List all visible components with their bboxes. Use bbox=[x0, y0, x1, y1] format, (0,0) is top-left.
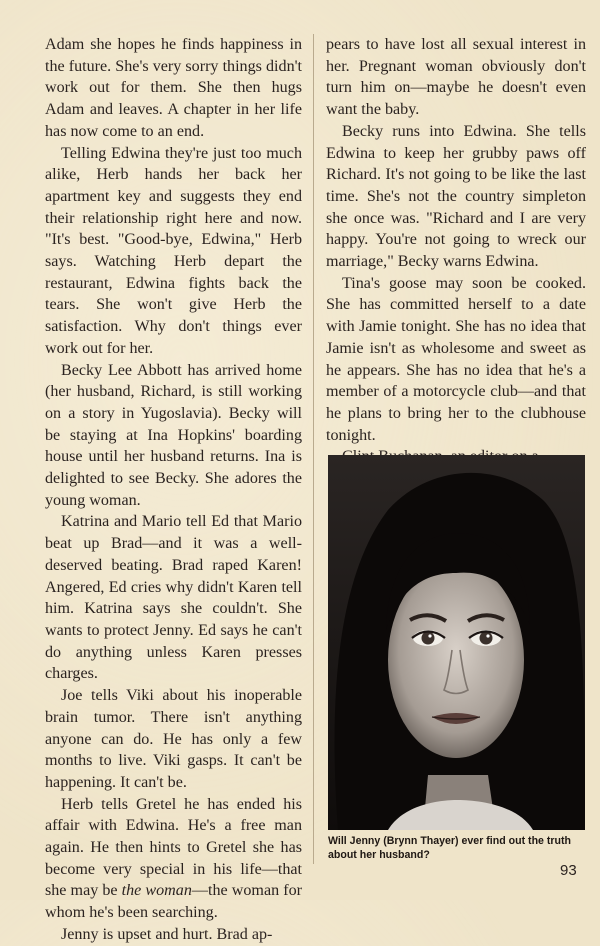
article-paragraph: Becky runs into Edwina. She tells Edwina to keep her grubby paws off Richard. It's not going to be like the last time. She's not the country simpleton she once was. "Richard and I are very happy. You're not going to wreck our marriage," Becky warns Edwina. bbox=[326, 122, 586, 271]
article-column-right bbox=[326, 34, 586, 468]
article-paragraph: pears to have lost all sexual interest in her. Pregnant woman obviously don't turn him on—maybe he doesn't even want the baby. bbox=[326, 36, 586, 119]
portrait-illustration bbox=[328, 455, 585, 830]
article-paragraph bbox=[45, 794, 302, 924]
article-paragraph: Jenny is upset and hurt. Brad ap- bbox=[61, 925, 273, 943]
article-paragraph: Becky Lee Abbott has arrived home (her husband, Richard, is still working on a story in Yugoslavia). Becky will be staying at Ina Hopkins' boarding house until her husband returns. Ina is delighted to see Becky. She adores the young woman. bbox=[45, 361, 302, 509]
article-paragraph: Telling Edwina they're just too much alike, Herb hands her back her apartment key and suggests they end their relationship right here and now. "It's best. "Good-bye, Edwina," Herb says. Watching Herb depart the restaurant, Edwina fights back the tears. She won't give Herb the satisfaction. Why don't things ever work out for her. bbox=[45, 144, 302, 357]
article-paragraph: Adam she hopes he finds happiness in the future. She's very sorry things didn't work out for them. She then hugs Adam and leaves. A chapter in her life has now come to an end. bbox=[45, 36, 302, 140]
article-paragraph: Katrina and Mario tell Ed that Mario beat up Brad—and it was a well-deserved beating. Brad raped Karen! Angered, Ed cries why didn't Karen tell him. Katrina says she couldn't. She wants to protect Jenny. Ed says he can't do anything unless Karen presses charges. bbox=[45, 513, 302, 683]
paragraph-text: Herb tells Gretel he has ended his affair with Edwina. He's a free man again. He then hints to Gretel she has become very special in his life—that she may be bbox=[45, 795, 302, 900]
page-number: 93 bbox=[560, 862, 577, 879]
article-paragraph: Tina's goose may soon be cooked. She has committed herself to a date with Jamie tonight. She has no idea that Jamie isn't as wholesome and sweet as he appears. She has no idea that he's a member of a motorcycle club—and that he plans to bring her to the clubhouse tonight. bbox=[326, 274, 586, 444]
column-divider bbox=[313, 34, 314, 864]
emphasized-text: the woman bbox=[121, 882, 192, 900]
paragraph-text: —the woman for whom he's been searching. bbox=[45, 882, 302, 922]
photo-caption: Will Jenny (Brynn Thayer) ever find out the truth about her husband? bbox=[328, 835, 571, 861]
article-paragraph: Joe tells Viki about his inoperable brain tumor. There isn't anything anyone can do. He has only a few months to live. Viki gasps. It can't be happening. It can't be. bbox=[45, 687, 302, 791]
portrait-photo bbox=[328, 455, 585, 830]
article-column-left bbox=[45, 34, 302, 946]
